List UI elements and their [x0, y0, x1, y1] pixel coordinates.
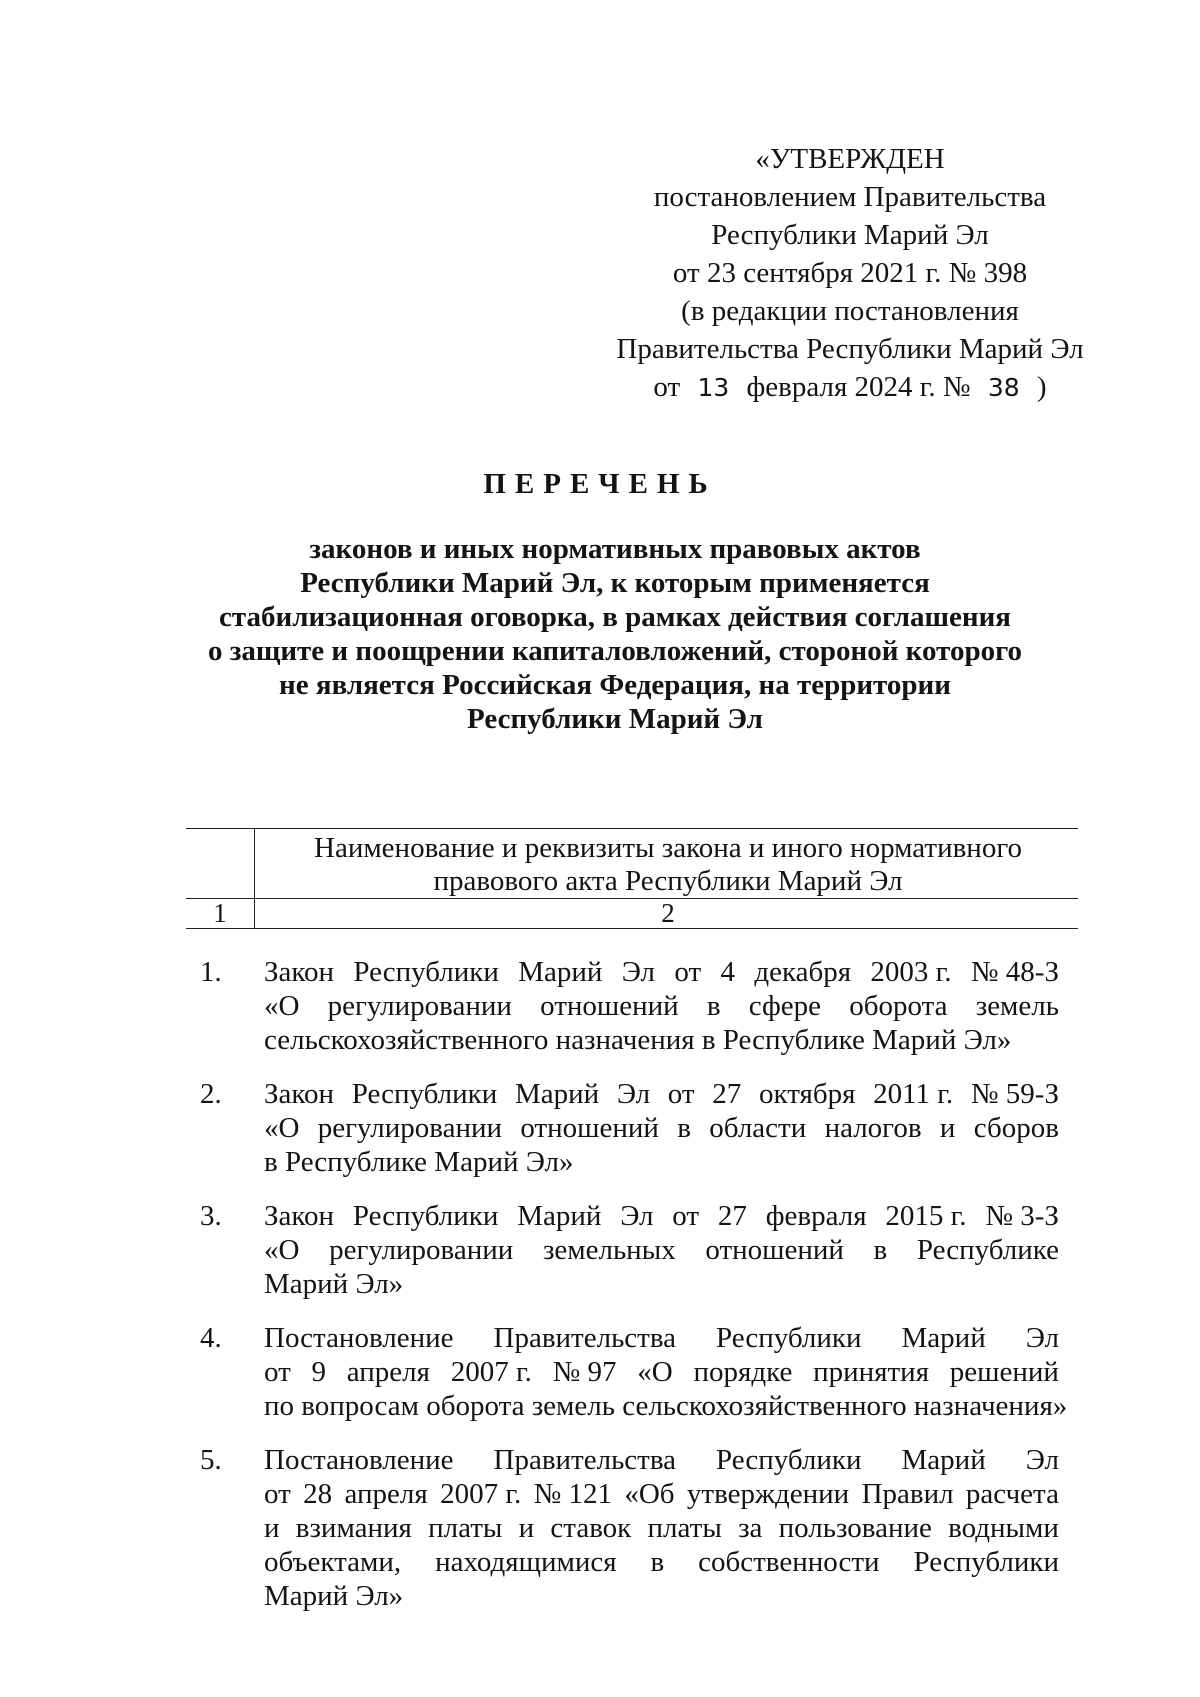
word: находящимися: [435, 1546, 617, 1578]
word: 28: [303, 1478, 333, 1510]
word: Эл: [1025, 1444, 1059, 1476]
word: расчета: [965, 1478, 1059, 1510]
list-item-line: [264, 989, 1059, 1023]
word: Марий: [518, 956, 603, 988]
word: Республики: [716, 1444, 862, 1476]
word: регулировании: [327, 990, 512, 1022]
list-item-line: Марий Эл»: [264, 1268, 404, 1300]
word: отношений: [520, 1112, 659, 1144]
subtitle-line: стабилизационная оговорка, в рамках действия соглашения: [219, 601, 1011, 633]
approval-day: 13: [697, 373, 730, 402]
approval-amendment-date-line: [590, 368, 1110, 407]
word: от: [667, 1078, 695, 1110]
word: 4: [720, 956, 735, 988]
subtitle-line: Республики Марий Эл, к которым применяется: [300, 567, 930, 599]
word: платы: [647, 1512, 722, 1544]
list-item-line: Марий Эл»: [264, 1580, 404, 1612]
word: от: [672, 1200, 700, 1232]
word: за: [738, 1512, 763, 1544]
subtitle-line: о защите и поощрении капиталовложений, стороной которого: [207, 635, 1023, 667]
subtitle-line: не является Российская Федерация, на территории: [279, 669, 951, 701]
word: 2011 г.: [873, 1078, 954, 1110]
word: сборов: [973, 1112, 1059, 1144]
word: № 3-З: [985, 1200, 1059, 1232]
word: отношений: [705, 1234, 844, 1266]
list-item: [200, 1443, 1080, 1613]
word: Правительства: [493, 1444, 677, 1476]
word: декабря: [754, 956, 852, 988]
word: пользование: [778, 1512, 932, 1544]
list-item-number: 4.: [200, 1322, 222, 1354]
approval-line: «УТВЕРЖДЕН: [755, 143, 945, 175]
word: Постановление: [264, 1322, 454, 1354]
word: апреля: [344, 1478, 428, 1510]
list-item-text: [264, 1199, 1059, 1301]
approval-line: Правительства Республики Марий Эл: [616, 333, 1084, 365]
word: взимания: [295, 1512, 412, 1544]
table-column-title-line: правового акта Республики Марий Эл: [433, 865, 903, 897]
approval-line: постановлением Правительства: [653, 181, 1047, 213]
word: Закон: [264, 956, 335, 988]
table-rule: [186, 928, 1078, 929]
word: области: [709, 1112, 807, 1144]
word: водными: [948, 1512, 1059, 1544]
list-item: [200, 1321, 1080, 1423]
word: Эл: [620, 1200, 654, 1232]
list-item-line: [264, 1077, 1059, 1111]
word: Постановление: [264, 1444, 454, 1476]
list-item-text: [264, 1321, 1068, 1423]
list-item: [200, 1199, 1080, 1301]
word: «О: [264, 1112, 300, 1144]
list-item-text: [264, 1077, 1059, 1179]
word: № 121: [533, 1478, 612, 1510]
word: от: [674, 956, 702, 988]
word: от: [264, 1356, 291, 1388]
word: в: [677, 1112, 691, 1144]
list-item-line: [264, 1477, 1059, 1511]
list-item: [200, 1077, 1080, 1179]
list-item-line: [264, 1355, 1059, 1389]
word: № 59-З: [970, 1078, 1059, 1110]
approval-date-suffix: ): [1036, 371, 1047, 403]
word: Республики: [352, 1200, 499, 1232]
table-column-title-line: Наименование и реквизиты закона и иного нормативного: [314, 832, 1022, 864]
word: регулировании: [317, 1112, 503, 1144]
word: сфере: [748, 990, 822, 1022]
document-title: ПЕРЕЧЕНЬ: [483, 468, 717, 500]
word: 9: [311, 1356, 327, 1388]
word: платы: [428, 1512, 503, 1544]
list-item-line: [264, 1511, 1059, 1545]
word: 27: [717, 1200, 747, 1232]
word: земельных: [542, 1234, 676, 1266]
list-item-line: [264, 1321, 1059, 1355]
list-item-number: 1.: [200, 956, 222, 988]
word: решений: [949, 1356, 1059, 1388]
subtitle-line: Республики Марий Эл: [467, 703, 763, 735]
word: «О: [637, 1356, 673, 1388]
list-item-line: [264, 955, 1059, 989]
word: «О: [264, 1234, 300, 1266]
word: 2003 г.: [870, 956, 952, 988]
word: апреля: [346, 1356, 430, 1388]
list-item-number: 5.: [200, 1444, 222, 1476]
word: 2015 г.: [885, 1200, 967, 1232]
list-item-line: [264, 1111, 1059, 1145]
word: Республики: [716, 1322, 862, 1354]
word: 2007 г.: [440, 1478, 522, 1510]
word: в: [650, 1546, 665, 1578]
word: утверждении: [686, 1478, 850, 1510]
word: Правительства: [493, 1322, 677, 1354]
list-item-line: [264, 1545, 1059, 1579]
table-column-divider: [254, 828, 255, 928]
list-item-number: 3.: [200, 1200, 222, 1232]
approval-line: от 23 сентября 2021 г. № 398: [672, 257, 1028, 289]
list-item-number: 2.: [200, 1078, 222, 1110]
word: налогов: [824, 1112, 922, 1144]
word: № 97: [552, 1356, 617, 1388]
word: от: [264, 1478, 291, 1510]
list-item-line: сельскохозяйственного назначения в Республике Марий Эл»: [264, 1024, 1012, 1056]
word: и: [939, 1112, 956, 1144]
word: Эл: [621, 956, 655, 988]
word: Республики: [913, 1546, 1059, 1578]
approval-block: [590, 140, 1110, 407]
approval-date-middle: февраля 2024 г. №: [746, 371, 971, 403]
list-item-line: [264, 1233, 1059, 1267]
word: Республике: [916, 1234, 1059, 1266]
word: февраля: [765, 1200, 867, 1232]
approval-date-prefix: от: [653, 371, 681, 403]
word: Марий: [517, 1200, 602, 1232]
word: Эл: [1025, 1322, 1059, 1354]
list-item-text: [264, 1443, 1059, 1613]
table-rule: [186, 828, 1078, 829]
word: Марий: [514, 1078, 600, 1110]
list-item-line: [264, 1443, 1059, 1477]
approval-line: Республики Марий Эл: [711, 219, 989, 251]
word: и: [264, 1512, 280, 1544]
approval-line: (в редакции постановления: [681, 295, 1019, 327]
list-item-line: [264, 1199, 1059, 1233]
approval-number: 38: [987, 373, 1020, 402]
word: Марий: [901, 1322, 986, 1354]
document-subtitle: [200, 532, 1030, 736]
word: и: [518, 1512, 535, 1544]
word: в: [873, 1234, 888, 1266]
list-item-line: в Республике Марий Эл»: [264, 1146, 574, 1178]
word: регулировании: [329, 1234, 514, 1266]
word: Республики: [353, 956, 499, 988]
table-column-title: [258, 832, 1078, 898]
word: отношений: [540, 990, 679, 1022]
word: октября: [758, 1078, 856, 1110]
table-column-number: 1: [213, 898, 227, 928]
word: собственности: [698, 1546, 880, 1578]
word: 2007 г.: [450, 1356, 532, 1388]
word: Марий: [901, 1444, 986, 1476]
word: Закон: [264, 1078, 335, 1110]
word: в: [706, 990, 721, 1022]
list-item-line: по вопросам оборота земель сельскохозяйственного назначения»: [264, 1390, 1068, 1422]
list-item-text: [264, 955, 1059, 1057]
word: № 48-З: [970, 956, 1059, 988]
word: ставок: [550, 1512, 632, 1544]
word: оборота: [849, 990, 948, 1022]
word: «О: [264, 990, 300, 1022]
subtitle-line: законов и иных нормативных правовых актов: [309, 533, 921, 565]
word: «Об: [624, 1478, 675, 1510]
word: Закон: [264, 1200, 335, 1232]
word: земель: [975, 990, 1059, 1022]
word: порядке: [693, 1356, 793, 1388]
acts-list: [200, 955, 1080, 1633]
table-column-number: 2: [661, 898, 675, 928]
word: объектами,: [264, 1546, 402, 1578]
word: Правил: [861, 1478, 954, 1510]
word: Республики: [351, 1078, 498, 1110]
table-header: [186, 828, 1078, 928]
word: принятия: [813, 1356, 930, 1388]
table-rule: [186, 898, 1078, 899]
list-item: [200, 955, 1080, 1057]
word: Эл: [616, 1078, 651, 1110]
word: 27: [712, 1078, 742, 1110]
